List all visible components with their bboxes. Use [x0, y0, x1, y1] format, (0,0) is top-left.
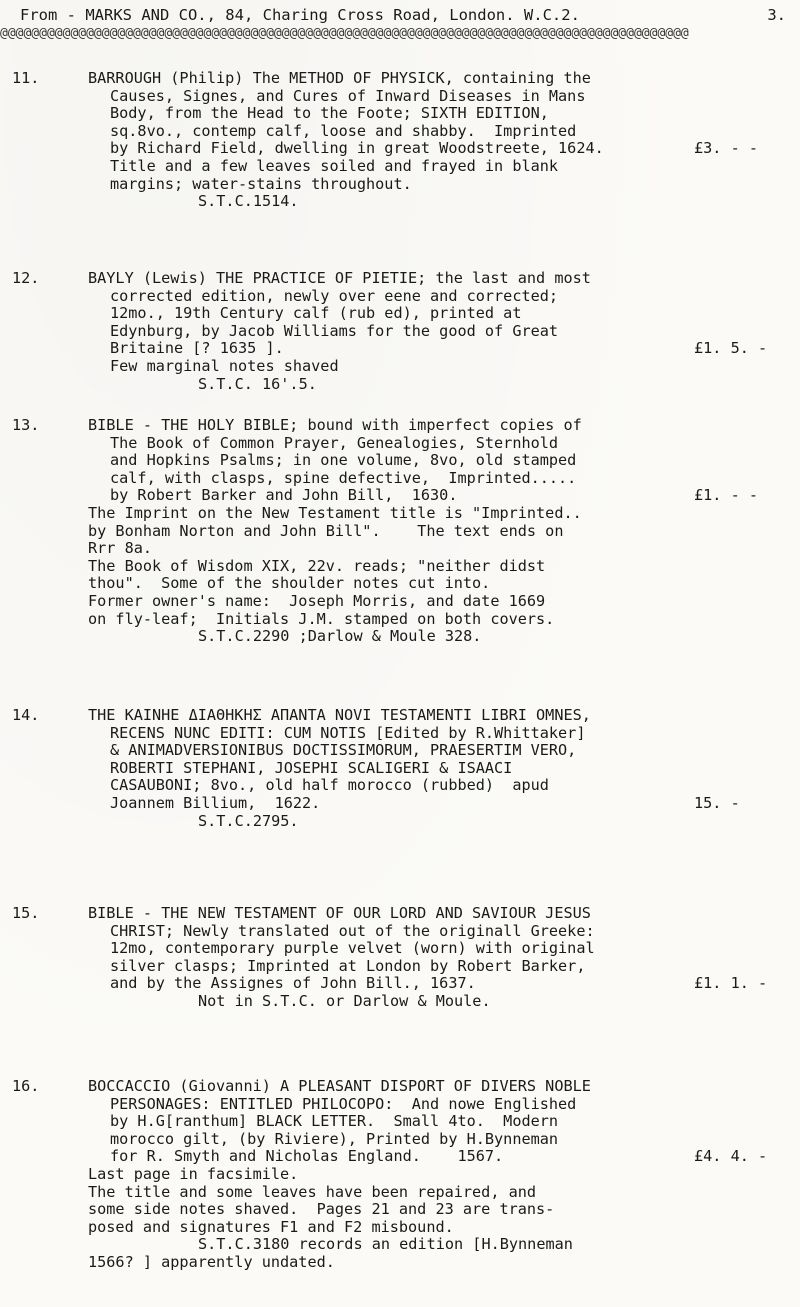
entry-line: thou". Some of the shoulder notes cut into. [88, 574, 491, 593]
entry-number: 14. [12, 706, 40, 724]
entry-number: 15. [12, 904, 40, 922]
entry-line: PERSONAGES: ENTITLED PHILOCOPO: And nowe Englished [110, 1094, 577, 1113]
catalogue-entry [0, 70, 800, 215]
entry-line: S.T.C.2795. [198, 811, 299, 830]
entry-line: Joannem Billium, 1622. [110, 793, 321, 812]
entry-line: BIBLE - THE HOLY BIBLE; bound with imperfect copies of [88, 416, 582, 434]
entry-description [88, 270, 688, 393]
catalogue-entry [0, 417, 800, 650]
entry-line: THE KAINHE ΔΙΑΘΗΚΗΣ ΑΠΑΝΤΑ NOVI TESTAMENTI LIBRI OMNES, [88, 706, 591, 724]
entry-line: by H.G[ranthum] BLACK LETTER. Small 4to. Modern [110, 1112, 559, 1131]
entry-price: £3. - - [694, 139, 759, 158]
entry-line: The Book of Wisdom XIX, 22v. reads; "neither didst [88, 556, 546, 575]
entry-line: 12mo., 19th Century calf (rub ed), printed at [110, 304, 522, 323]
entry-line: Rrr 8a. [88, 539, 153, 558]
entry-line: Edynburg, by Jacob Williams for the good of Great [110, 321, 559, 340]
entry-line: BAYLY (Lewis) THE PRACTICE OF PIETIE; the last and most [88, 269, 591, 287]
entry-line: S.T.C.2290 ;Darlow & Moule 328. [198, 627, 482, 646]
entry-line: S.T.C.3180 records an edition [H.Bynneman [198, 1235, 573, 1254]
entry-line: S.T.C.1514. [198, 192, 299, 211]
entry-price: £1. - - [694, 486, 759, 505]
entry-line: calf, with clasps, spine defective, Imprinted..... [110, 468, 577, 487]
dealer-address: From - MARKS AND CO., 84, Charing Cross Road, London. W.C.2. [20, 6, 580, 24]
entry-line: some side notes shaved. Pages 21 and 23 are trans- [88, 1200, 555, 1219]
entry-description [88, 70, 688, 211]
entry-line: and Hopkins Psalms; in one volume, 8vo, old stamped [110, 451, 577, 470]
entry-line: morocco gilt, (by Riviere), Printed by H.Bynneman [110, 1129, 559, 1148]
entry-description [88, 1078, 688, 1272]
entry-line: Causes, Signes, and Cures of Inward Diseases in Mans [110, 86, 586, 105]
entry-line: silver clasps; Imprinted at London by Robert Barker, [110, 956, 586, 975]
entry-price: £1. 5. - [694, 339, 768, 358]
entry-line: BARROUGH (Philip) The METHOD OF PHYSICK, containing the [88, 69, 591, 87]
entry-line: Britaine [? 1635 ]. [110, 339, 284, 358]
entry-line: and by the Assignes of John Bill., 1637. [110, 974, 476, 993]
entry-line: RECENS NUNC EDITI: CUM NOTIS [Edited by R.Whittaker] [110, 723, 586, 742]
catalogue-entry [0, 905, 800, 1015]
entry-number: 13. [12, 416, 40, 434]
entry-line: BIBLE - THE NEW TESTAMENT OF OUR LORD AND SAVIOUR JESUS [88, 904, 591, 922]
entry-line: 12mo, contemporary purple velvet (worn) with original [110, 939, 595, 958]
entry-price: £4. 4. - [694, 1147, 768, 1166]
entry-description [88, 417, 688, 646]
entry-line: Not in S.T.C. or Darlow & Moule. [198, 991, 491, 1010]
entry-number: 11. [12, 69, 40, 87]
catalogue-entry [0, 1078, 800, 1276]
entry-line: The Imprint on the New Testament title is "Imprinted.. [88, 503, 582, 522]
entry-line: for R. Smyth and Nicholas England. 1567. [110, 1147, 504, 1166]
entry-line: 1566? ] apparently undated. [88, 1252, 335, 1271]
entry-line: margins; water-stains throughout. [110, 174, 412, 193]
entry-line: ROBERTI STEPHANI, JOSEPHI SCALIGERI & ISAACI [110, 758, 513, 777]
entry-line: The Book of Common Prayer, Genealogies, Sternhold [110, 433, 559, 452]
entry-line: posed and signatures F1 and F2 misbound. [88, 1217, 454, 1236]
entry-number: 16. [12, 1077, 40, 1095]
catalogue-entry [0, 707, 800, 834]
entry-line: Title and a few leaves soiled and frayed in blank [110, 156, 559, 175]
entry-line: sq.8vo., contemp calf, loose and shabby. Imprinted [110, 121, 577, 140]
entry-line: Former owner's name: Joseph Morris, and date 1669 [88, 591, 546, 610]
entry-line: Body, from the Head to the Foote; SIXTH EDITION, [110, 104, 549, 123]
catalogue-entry [0, 270, 800, 397]
entry-line: by Robert Barker and John Bill, 1630. [110, 486, 458, 505]
entry-line: by Richard Field, dwelling in great Woodstreete, 1624. [110, 139, 604, 158]
entry-line: S.T.C. 16'.5. [198, 374, 317, 393]
ornamental-rule: @@@@@@@@@@@@@@@@@@@@@@@@@@@@@@@@@@@@@@@@@@@@@@@@@@@@@@@@@@@@@@@@@@@@@@@@@@@@@@@@@@@@@@@@ [0, 26, 689, 40]
entry-line: corrected edition, newly over eene and corrected; [110, 286, 559, 305]
entry-price: £1. 1. - [694, 974, 768, 993]
entry-description [88, 707, 688, 830]
entry-number: 12. [12, 269, 40, 287]
entry-line: Few marginal notes shaved [110, 356, 339, 375]
entry-line: Last page in facsimile. [88, 1164, 299, 1183]
entry-line: by Bonham Norton and John Bill". The text ends on [88, 521, 564, 540]
entry-description [88, 905, 688, 1011]
entry-line: on fly-leaf; Initials J.M. stamped on both covers. [88, 609, 555, 628]
page-number: 3. [767, 6, 786, 24]
entry-line: CHRIST; Newly translated out of the originall Greeke: [110, 921, 595, 940]
entry-line: BOCCACCIO (Giovanni) A PLEASANT DISPORT OF DIVERS NOBLE [88, 1077, 591, 1095]
entry-line: & ANIMADVERSIONIBUS DOCTISSIMORUM, PRAESERTIM VERO, [110, 741, 577, 760]
entry-line: CASAUBONI; 8vo., old half morocco (rubbed) apud [110, 776, 549, 795]
entry-line: The title and some leaves have been repaired, and [88, 1182, 537, 1201]
entry-price: 15. - [694, 794, 740, 812]
